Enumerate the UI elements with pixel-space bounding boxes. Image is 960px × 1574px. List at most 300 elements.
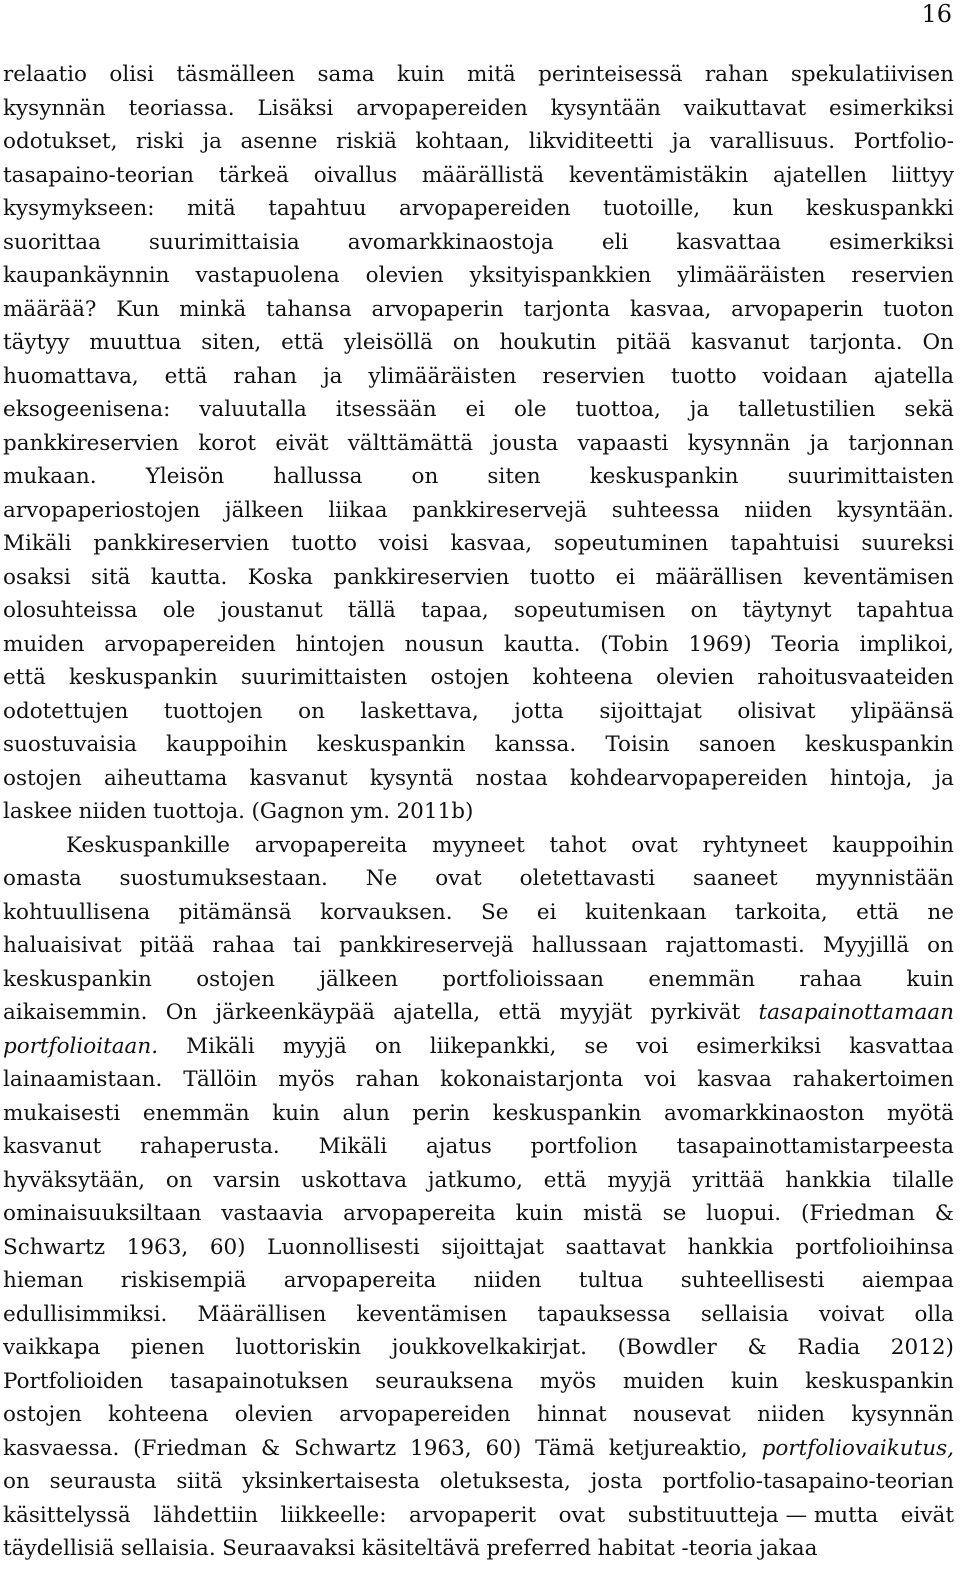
word: tällä: [347, 598, 396, 623]
word: ja: [809, 430, 830, 456]
word: täytynyt: [742, 598, 832, 623]
word: suurimittaisten: [787, 464, 954, 489]
word: vastapuolena: [195, 263, 340, 288]
text-line: [3, 527, 954, 561]
word: haluaisivat: [3, 933, 122, 958]
word: eivät: [275, 430, 329, 456]
text-line: [3, 1298, 954, 1332]
text-line: [3, 58, 954, 92]
text-line: [3, 192, 954, 226]
word: aiheuttama: [103, 765, 228, 791]
word: Tällöin: [183, 1067, 258, 1092]
word: ostojen: [3, 765, 82, 791]
word: valuutalla: [199, 397, 307, 422]
word: kohdearvopapereiden: [569, 765, 808, 791]
word: pitämänsä: [178, 899, 292, 925]
word: tasapainottamistarpeesta: [676, 1134, 954, 1159]
word: kohteena: [108, 1402, 209, 1427]
word: sijoittajat: [441, 1234, 544, 1260]
word: ajatella: [873, 363, 954, 389]
word: joustanut: [220, 598, 323, 623]
word: siten,: [201, 330, 262, 355]
text-line: [3, 695, 954, 729]
text-line: [3, 1063, 954, 1097]
word: arvopapereita: [343, 1201, 496, 1226]
word: sama: [317, 62, 375, 87]
word: täydellisiä: [3, 1536, 115, 1561]
word: hankkia: [687, 1234, 774, 1260]
word: ryhtyneet: [702, 832, 808, 858]
word: kysynnän: [3, 95, 106, 121]
word: myyjä: [607, 1167, 672, 1193]
word: myyneet: [432, 832, 525, 858]
word: (Friedman: [133, 1435, 248, 1461]
word: kysyntä: [369, 765, 454, 791]
word: hintojen: [295, 631, 385, 657]
word: ovat: [558, 1502, 606, 1528]
word: Määrällisen: [197, 1301, 327, 1327]
word: vastaavia: [221, 1201, 324, 1226]
text-line: [3, 427, 954, 461]
word: implikoi,: [859, 631, 954, 657]
word: liikepankki,: [429, 1033, 557, 1059]
text-line: [3, 293, 954, 327]
word: tasapainotuksen: [169, 1368, 349, 1394]
word: muuttua: [89, 330, 182, 355]
word: olisivat: [737, 698, 816, 724]
word: eksogeenisena:: [3, 397, 171, 422]
word: ostojen: [3, 1402, 82, 1427]
text-line: [3, 1197, 954, 1231]
word: liittyy: [891, 162, 954, 188]
word: kasvattaa: [849, 1033, 954, 1059]
word: kuitenkaan: [584, 899, 707, 925]
word: mukaisesti: [3, 1100, 121, 1126]
text-line: [3, 594, 954, 628]
word: ja: [689, 397, 710, 422]
text-line: [3, 226, 954, 260]
word: hankkia: [785, 1167, 872, 1193]
word: varsin: [213, 1167, 281, 1193]
word: Schwartz: [3, 1234, 106, 1260]
word: talletustilien: [738, 397, 876, 422]
word: hinnat: [536, 1402, 607, 1427]
text-line: [3, 1465, 954, 1499]
word: minkä: [179, 296, 247, 322]
word: keventämistäkin: [568, 162, 749, 188]
word: sijoittajat: [599, 698, 702, 724]
word: suorittaa: [3, 229, 101, 255]
word: olosuhteissa: [3, 598, 138, 623]
word: Radia: [797, 1335, 861, 1360]
text-line: [3, 1030, 954, 1064]
word: se: [662, 1201, 687, 1226]
word: aiempaa: [861, 1268, 954, 1293]
word: tuotto: [529, 564, 596, 590]
word: ne: [927, 899, 954, 925]
word: kaupankäynnin: [3, 263, 170, 288]
word: olisi: [109, 62, 154, 87]
word: rahan: [355, 1067, 420, 1092]
text-line: [3, 929, 954, 963]
text-line: [3, 326, 954, 360]
word: rahaa: [212, 933, 275, 958]
word: reservien: [542, 363, 646, 389]
word: Ne: [365, 866, 398, 891]
word: arvopapereiden: [398, 196, 571, 221]
word: arvopapereiden: [104, 631, 276, 657]
word: on: [298, 698, 325, 724]
word: voivat: [818, 1301, 885, 1327]
word: määrällisen: [655, 564, 783, 590]
word: jakaa: [759, 1536, 818, 1561]
text-line: [3, 1499, 954, 1533]
word: pankkireservejä: [412, 497, 588, 523]
word: ei: [465, 397, 486, 422]
word: esimerkiksi: [696, 1033, 822, 1059]
word: &: [261, 1435, 281, 1461]
word: ominaisuuksiltaan: [3, 1201, 202, 1226]
word: ym.: [350, 799, 391, 824]
text-line: [3, 795, 954, 829]
word: rahan: [704, 62, 769, 87]
word: rahakertoimen: [792, 1067, 954, 1092]
text-line: [3, 1264, 954, 1298]
word: välttämättä: [347, 430, 474, 456]
word: keskuspankin: [3, 966, 152, 992]
word: eivät: [900, 1502, 954, 1528]
word: niiden: [744, 497, 813, 523]
word: kasvanut: [691, 330, 790, 355]
word: sekä: [904, 397, 954, 422]
word: on: [374, 1033, 402, 1059]
word: edullisimmiksi.: [3, 1301, 168, 1327]
text-line: [3, 393, 954, 427]
word: On: [922, 330, 954, 355]
word: Teoria: [771, 631, 840, 657]
word: tuoton: [883, 296, 954, 322]
word: &: [747, 1335, 767, 1360]
word: 2012): [890, 1335, 954, 1360]
word: laskettava,: [360, 698, 479, 724]
word: kautta.: [503, 631, 581, 657]
text-line: [3, 92, 954, 126]
word: itsessään: [335, 397, 437, 422]
word: hallussa: [273, 464, 363, 489]
word: keskuspankin: [68, 665, 218, 690]
word: teoriassa.: [128, 95, 235, 121]
word: jatkumo,: [427, 1167, 524, 1193]
word: kasvaa,: [629, 296, 712, 322]
word: mistä: [583, 1201, 643, 1226]
word: pienen: [130, 1335, 205, 1360]
word: hallussaan: [531, 933, 648, 958]
word: että: [164, 363, 208, 389]
word: substituutteja — mutta: [627, 1502, 879, 1528]
word: sopeutuminen: [553, 531, 709, 556]
word: Schwartz: [294, 1435, 397, 1461]
word: &: [934, 1201, 954, 1226]
word: tapahtuisi: [730, 531, 840, 556]
word: sanoen: [698, 732, 776, 757]
word: tai: [292, 933, 322, 958]
word: ketjureaktio,: [608, 1435, 748, 1461]
text-line: [3, 996, 954, 1030]
word: eli: [601, 229, 629, 255]
word: seurauksena: [375, 1368, 514, 1394]
word: perinteisessä: [538, 62, 683, 87]
word: ole: [514, 397, 547, 422]
word: järkeenkäypää: [215, 1000, 375, 1025]
word: kokonaistarjonta: [440, 1067, 624, 1092]
word: arvopaperin: [731, 296, 864, 322]
word: kysyntään.: [836, 497, 954, 523]
word: on: [3, 1469, 30, 1494]
word: siitä: [176, 1469, 223, 1494]
word: suhteellisesti: [680, 1268, 825, 1293]
word: että: [498, 1000, 542, 1025]
text-line: [3, 460, 954, 494]
word: pankkireservien: [3, 430, 179, 456]
word: pitää: [616, 330, 672, 355]
word: määrällistä: [421, 162, 545, 188]
word: tapahtua: [856, 598, 954, 623]
word: arvopapereiden: [356, 95, 528, 121]
word: huomattava,: [3, 363, 139, 389]
word: portfoliovaikutus,: [761, 1435, 954, 1461]
word: tuotoille,: [602, 196, 701, 221]
word: olevien: [234, 1402, 313, 1427]
word: yrittää: [692, 1167, 765, 1193]
word: Myyjillä: [822, 933, 910, 958]
word: kohtaan,: [415, 129, 511, 154]
word: preferred: [486, 1536, 592, 1561]
word: tärkeä: [218, 162, 289, 188]
word: arvopapereita: [254, 832, 408, 858]
word: myynnistään: [815, 866, 954, 891]
word: ja: [322, 363, 343, 389]
text-line: [3, 728, 954, 762]
word: arvopaperiostojen: [3, 497, 201, 523]
word: Portfolio-: [853, 129, 954, 154]
word: jälkeen: [319, 966, 399, 992]
word: on: [690, 598, 718, 623]
word: ja: [202, 129, 222, 154]
word: mitä: [187, 196, 236, 221]
word: suurimittaisten: [240, 665, 408, 690]
word: rajattomasti.: [665, 933, 805, 958]
word: sellaisia.: [120, 1536, 216, 1561]
word: käsittelyssä: [3, 1502, 131, 1528]
word: rahaa: [799, 966, 862, 992]
word: myötä: [887, 1100, 954, 1126]
word: keskuspankin: [492, 1100, 642, 1126]
word: pankkireservien: [333, 564, 510, 590]
word: on: [411, 464, 439, 489]
word: portfolioihinsa: [795, 1234, 954, 1260]
word: on: [165, 1167, 193, 1193]
word: määrää?: [3, 296, 97, 322]
word: voi: [636, 1033, 669, 1059]
word: suostumuksestaan.: [119, 866, 328, 891]
word: portfolioissaan: [442, 966, 605, 992]
word: ylimääräisten: [677, 263, 826, 288]
word: ajatellen: [773, 162, 868, 188]
word: rahan: [233, 363, 298, 389]
text-line: [3, 1398, 954, 1432]
text-line: [3, 159, 954, 193]
word: alun: [342, 1100, 390, 1126]
word: portfolio-tasapaino-teorian: [662, 1469, 954, 1494]
text-line: [3, 561, 954, 595]
word: keskuspankin: [805, 732, 954, 757]
word: Tämä: [535, 1435, 595, 1461]
word: tasapainottamaan: [758, 1000, 954, 1025]
word: tapahtuu: [268, 196, 367, 221]
word: 1963,: [126, 1234, 189, 1260]
word: ajatella,: [393, 1000, 481, 1025]
word: sellaisia: [700, 1301, 789, 1327]
body-text: [3, 58, 954, 1566]
paragraph: [3, 829, 954, 1566]
word: kuin: [515, 1201, 564, 1226]
word: kohteena: [532, 665, 633, 690]
word: se: [584, 1033, 609, 1059]
word: portfolion: [530, 1134, 638, 1159]
text-line: [3, 259, 954, 293]
word: tuotto: [291, 531, 357, 556]
text-line: [3, 762, 954, 796]
word: tarkoita,: [734, 899, 828, 925]
word: tapauksessa: [537, 1301, 671, 1327]
word: olevien: [656, 665, 735, 690]
text-line: [3, 1532, 954, 1566]
word: enemmän: [142, 1100, 250, 1126]
word: joukkovelkakirjat.: [391, 1335, 587, 1360]
word: kun: [732, 196, 774, 221]
word: yksinkertaisesta: [242, 1469, 420, 1494]
word: suhteessa: [611, 497, 720, 523]
word: kauppoihin: [832, 832, 954, 858]
word: pyrkivät: [650, 1000, 741, 1025]
word: täsmälleen: [176, 62, 296, 87]
word: omasta: [3, 866, 82, 891]
word: tuottojen: [163, 698, 263, 724]
word: kuin: [272, 1100, 320, 1126]
word: riskiä: [335, 129, 397, 154]
word: Kun: [116, 296, 160, 322]
word: ylipäänsä: [851, 698, 954, 724]
text-line: [3, 1365, 954, 1399]
word: Seuraavaksi: [222, 1536, 356, 1561]
word: kohtuullisena: [3, 899, 151, 925]
word: muiden: [622, 1368, 705, 1394]
word: oletettavasti: [519, 866, 656, 891]
word: nousun: [404, 631, 485, 657]
word: siten: [487, 464, 541, 489]
text-line: [3, 896, 954, 930]
word: yksityispankkien: [469, 263, 652, 288]
word: myyjät: [559, 1000, 633, 1025]
text-line: [3, 494, 954, 528]
word: (Gagnon: [251, 799, 345, 824]
word: ei: [536, 899, 557, 925]
word: olla: [914, 1301, 954, 1327]
word: yleisöllä: [343, 330, 433, 355]
word: josta: [590, 1469, 643, 1494]
word: aikaisemmin.: [3, 1000, 148, 1025]
text-line: [3, 862, 954, 896]
word: on: [452, 330, 480, 355]
word: tahot: [549, 832, 607, 858]
word: kysyntään: [550, 95, 661, 121]
word: habitat: [597, 1536, 675, 1561]
word: ovat: [435, 866, 482, 891]
word: avomarkkinaostoja: [347, 229, 554, 255]
word: kautta.: [150, 564, 228, 590]
word: saattavat: [565, 1234, 666, 1260]
word: vaikkapa: [3, 1335, 101, 1360]
word: että: [281, 330, 324, 355]
word: Se: [481, 899, 509, 925]
word: liikkeelle:: [280, 1502, 387, 1528]
text-line: [3, 963, 954, 997]
word: odotukset,: [3, 129, 118, 154]
word: ovat: [631, 832, 678, 858]
word: rahoitusvaateiden: [757, 665, 954, 690]
word: muiden: [3, 631, 85, 657]
word: rahaperusta.: [140, 1134, 280, 1159]
text-line: [3, 1432, 954, 1466]
text-line: [3, 1231, 954, 1265]
word: jälkeen: [224, 497, 304, 523]
text-line: [3, 628, 954, 662]
word: On: [165, 1000, 198, 1025]
word: sitä: [91, 564, 131, 590]
word: että: [856, 899, 899, 925]
text-line: [3, 1097, 954, 1131]
word: keventämisen: [356, 1301, 508, 1327]
word: keventämisen: [803, 564, 954, 590]
word: oletuksesta,: [439, 1469, 571, 1494]
paragraph: [3, 58, 954, 829]
word: ostojen: [430, 665, 510, 690]
word: pankkireservien: [93, 531, 270, 556]
word: hintoja,: [829, 765, 913, 791]
word: että: [543, 1167, 587, 1193]
text-line: [3, 1130, 954, 1164]
word: Toisin: [605, 732, 670, 757]
word: reservien: [851, 263, 954, 288]
word: keskuspankin: [589, 464, 739, 489]
text-line: [3, 1164, 954, 1198]
word: Koska: [247, 564, 313, 590]
word: kasvaa: [697, 1067, 772, 1092]
word: hieman: [3, 1268, 84, 1293]
word: Luonnollisesti: [267, 1234, 420, 1260]
word: Mikäli: [3, 531, 72, 556]
word: luopui.: [706, 1201, 782, 1226]
word: ja: [671, 129, 692, 154]
word: liikaa: [328, 497, 388, 523]
word: olevien: [365, 263, 444, 288]
word: ylimääräisten: [368, 363, 517, 389]
word: arvopapereita: [283, 1268, 437, 1293]
word: (Tobin: [600, 631, 669, 657]
word: kasvaa,: [450, 531, 533, 556]
word: myös: [539, 1368, 597, 1394]
word: tilalle: [892, 1167, 954, 1193]
